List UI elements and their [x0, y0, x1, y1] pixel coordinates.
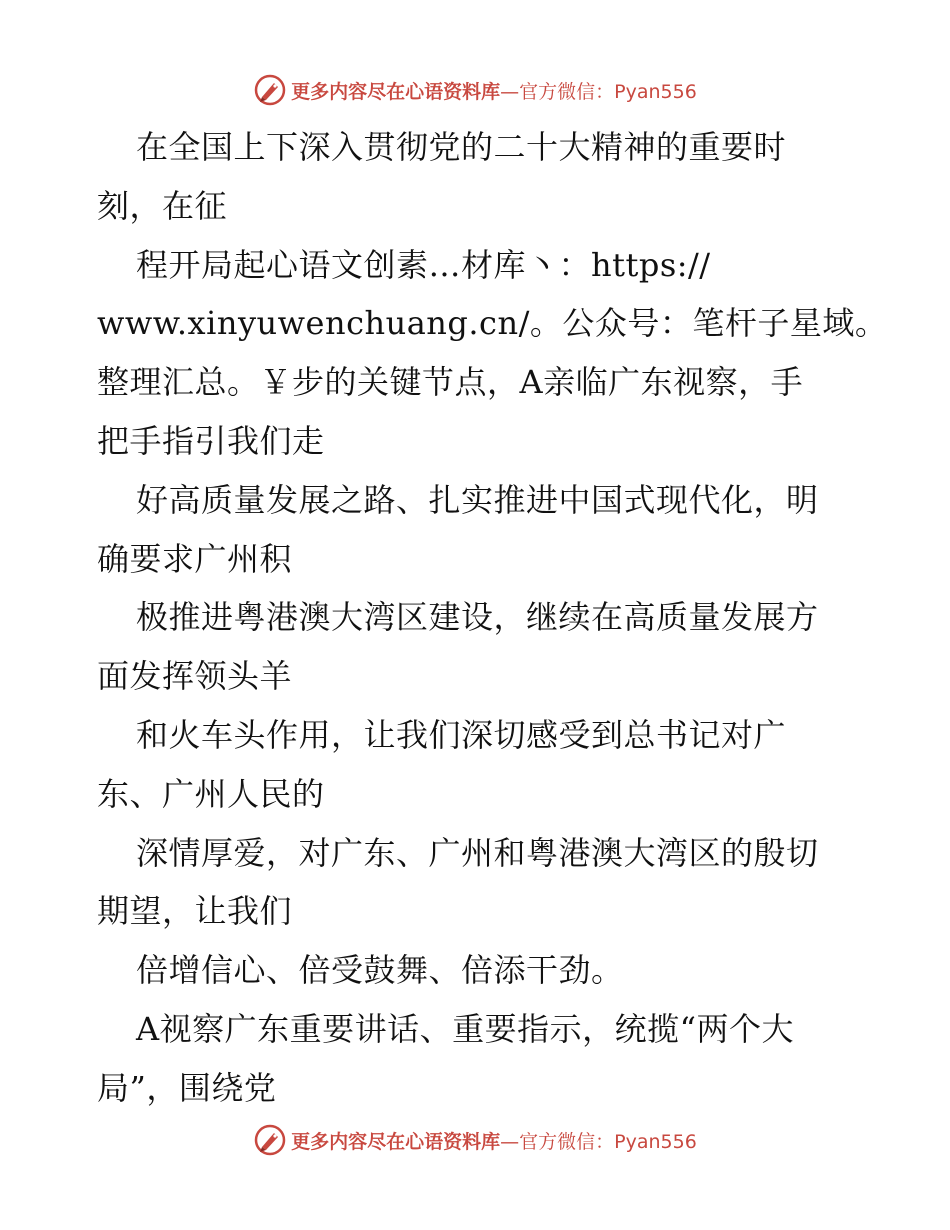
pen-nib-logo-icon — [253, 73, 287, 107]
banner-contact-text: 官方微信：Pyan556 — [519, 80, 697, 103]
text-line: 把手指引我们走 — [97, 421, 325, 460]
text-line: 和火车头作用，让我们深切感受到总书记对广 — [136, 715, 787, 754]
banner-separator: — — [500, 80, 520, 103]
text-line: 深情厚爱，对广东、广州和粤港澳大湾区的殷切 — [136, 833, 819, 872]
banner-contact-text: 官方微信：Pyan556 — [519, 1130, 697, 1153]
document-body — [97, 118, 888, 1118]
pen-nib-logo-icon — [253, 1123, 287, 1157]
text-line: 程开局起心语文创素…材库丶：https:// — [136, 245, 711, 284]
text-line: 局”，围绕党 — [97, 1068, 277, 1107]
banner-text — [291, 1127, 697, 1154]
text-line: 在全国上下深入贯彻党的二十大精神的重要时 — [136, 128, 787, 166]
text-line: 期望，让我们 — [97, 892, 293, 931]
text-line: 确要求广州积 — [97, 539, 293, 578]
text-line: 好高质量发展之路、扎实推进中国式现代化，明 — [136, 480, 819, 519]
text-line: 面发挥领头羊 — [97, 657, 293, 696]
banner-main-text: 更多内容尽在心语资料库 — [291, 80, 501, 103]
text-line: 刻，在征 — [97, 186, 228, 225]
header-banner — [0, 70, 950, 110]
banner-group — [253, 1123, 697, 1157]
footer-banner — [0, 1120, 950, 1160]
banner-main-text: 更多内容尽在心语资料库 — [291, 1130, 501, 1153]
text-line: A视察广东重要讲话、重要指示，统揽“两个大 — [136, 1009, 794, 1048]
text-line: 倍增信心、倍受鼓舞、倍添干劲。 — [136, 951, 624, 990]
text-line: 东、广州人民的 — [97, 774, 325, 813]
text-line: 极推进粤港澳大湾区建设，继续在高质量发展方 — [136, 598, 819, 637]
banner-separator: — — [500, 1130, 520, 1153]
banner-text — [291, 77, 697, 104]
text-line: 整理汇总。￥步的关键节点，A亲临广东视察，手 — [97, 363, 804, 402]
banner-group — [253, 73, 697, 107]
text-line: www.xinyuwenchuang.cn/。公众号：笔杆子星域。 — [97, 304, 888, 343]
